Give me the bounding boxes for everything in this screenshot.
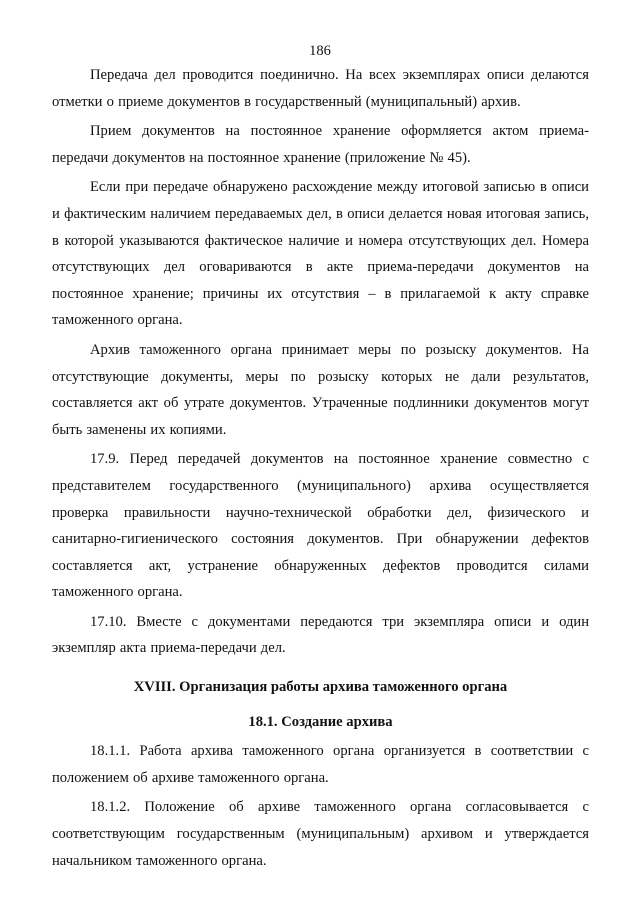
section-heading: XVIII. Организация работы архива таможенного органа (133, 679, 508, 696)
paragraph-search-documents: Архив таможенного органа принимает меры по розыску документов. На отсутствующие документы, меры по розыску которых не дали результатов, составляется акт об утрате документов. Утраченные подлинники документов могут быть заменены их копиями. (52, 341, 589, 438)
page-number: 186 (309, 43, 331, 59)
paragraph-17-10: 17.10. Вместе с документами передаются три экземпляра описи и один экземпляр акта приема-передачи дел. (52, 613, 589, 657)
subsection-heading: 18.1. Создание архива (248, 713, 393, 730)
paragraph-18-1-1: 18.1.1. Работа архива таможенного органа организуется в соответствии с положением об архиве таможенного органа. (52, 743, 589, 786)
paragraph-18-1-2: 18.1.2. Положение об архиве таможенного органа согласовывается с соответствующим государственным (муниципальным) архивом и утверждается начальником таможенного органа. (52, 799, 589, 869)
paragraph-acceptance-act: Прием документов на постоянное хранение оформляется актом приема-передачи документов на постоянное хранение (приложение № 45). (52, 123, 589, 166)
paragraph-transfer-procedure: Передача дел проводится поединично. На всех экземплярах описи делаются отметки о приеме документов в государственный (муниципальный) архив. (52, 67, 589, 110)
paragraph-17-9: 17.9. Перед передачей документов на постоянное хранение совместно с представителем государственного (муниципального) архива осуществляется проверка правильности научно-технической обработки дел, физического и санитарно-гигиенического состояния документов. При обнаружении дефектов составляется акт, устранение обнаруженных дефектов проводится силами таможенного органа. (52, 451, 589, 601)
document-body (52, 62, 589, 874)
paragraph-discrepancy: Если при передаче обнаружено расхождение между итоговой записью в описи и фактическим наличием передаваемых дел, в описи делается новая итоговая запись, в которой указываются фактическое наличие и номера отсутствующих дел. Номера отсутствующих дел оговариваются в акте приема-передачи документов на постоянное хранение; причины их отсутствия – в прилагаемой к акту справке таможенного органа. (52, 179, 589, 329)
